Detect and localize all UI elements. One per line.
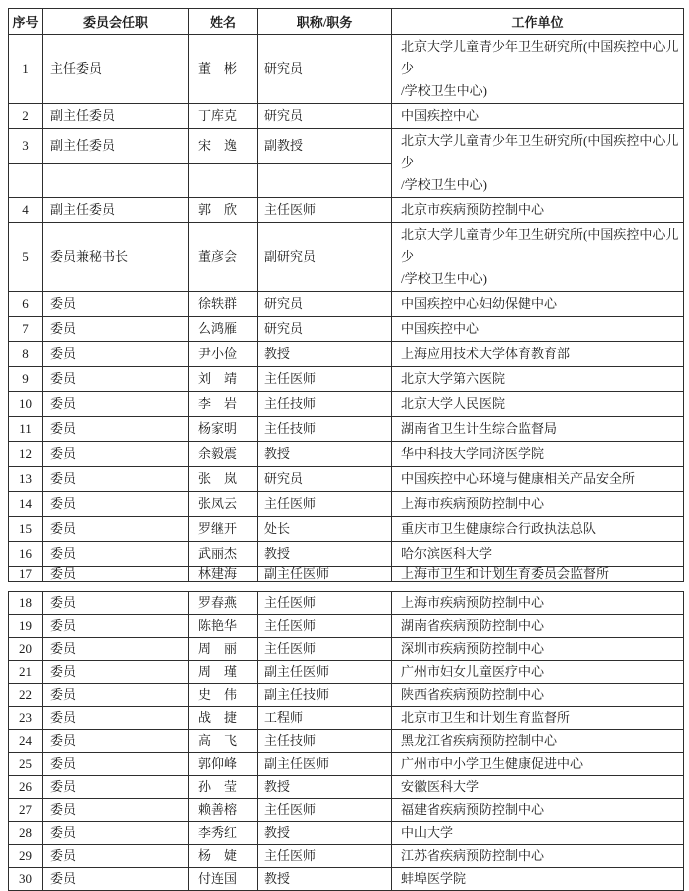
table-row (9, 615, 684, 638)
cell-title: 主任医师 (258, 492, 392, 517)
cell-role: 副主任委员 (43, 104, 189, 129)
cell-num: 6 (9, 292, 43, 317)
cell-title: 教授 (258, 542, 392, 567)
table-body-section-1 (9, 35, 684, 582)
table-row (9, 542, 684, 567)
table-row (9, 730, 684, 753)
cell-num: 1 (9, 35, 43, 104)
cell-num: 27 (9, 799, 43, 822)
cell-empty (9, 163, 43, 198)
cell-title: 主任医师 (258, 615, 392, 638)
cell-name: 丁库克 (189, 104, 258, 129)
table-row (9, 567, 684, 582)
cell-org: 黑龙江省疾病预防控制中心 (392, 730, 684, 753)
committee-table-section-2 (8, 591, 684, 891)
cell-org: 广州市妇女儿童医疗中心 (392, 661, 684, 684)
cell-role: 委员 (43, 684, 189, 707)
cell-title: 研究员 (258, 104, 392, 129)
cell-org (392, 129, 684, 198)
cell-title: 副主任医师 (258, 567, 392, 582)
cell-role: 委员 (43, 592, 189, 615)
cell-num: 14 (9, 492, 43, 517)
table-row (9, 417, 684, 442)
page-break-gap (8, 582, 683, 591)
cell-role: 委员 (43, 392, 189, 417)
cell-name: 罗继开 (189, 517, 258, 542)
cell-role: 委员 (43, 417, 189, 442)
cell-name: 高 飞 (189, 730, 258, 753)
cell-name: 尹小俭 (189, 342, 258, 367)
cell-num: 30 (9, 868, 43, 891)
header-name: 姓名 (189, 9, 258, 35)
cell-org: 中国疾控中心 (392, 104, 684, 129)
cell-num: 21 (9, 661, 43, 684)
cell-role: 委员 (43, 707, 189, 730)
cell-name: 郭 欣 (189, 198, 258, 223)
table-row (9, 845, 684, 868)
cell-title: 主任医师 (258, 799, 392, 822)
cell-role: 委员 (43, 730, 189, 753)
cell-num: 4 (9, 198, 43, 223)
cell-org: 广州市中小学卫生健康促进中心 (392, 753, 684, 776)
cell-org: 哈尔滨医科大学 (392, 542, 684, 567)
table-row (9, 223, 684, 292)
cell-role: 委员 (43, 638, 189, 661)
cell-org (392, 223, 684, 292)
cell-org: 中国疾控中心环境与健康相关产品安全所 (392, 467, 684, 492)
cell-num: 18 (9, 592, 43, 615)
cell-org: 上海市卫生和计划生育委员会监督所 (392, 567, 684, 582)
cell-name: 赖善榕 (189, 799, 258, 822)
cell-org: 江苏省疾病预防控制中心 (392, 845, 684, 868)
cell-org (392, 35, 684, 104)
table-row (9, 467, 684, 492)
cell-title: 副主任技师 (258, 684, 392, 707)
cell-org: 北京市疾病预防控制中心 (392, 198, 684, 223)
cell-num: 22 (9, 684, 43, 707)
cell-org: 湖南省卫生计生综合监督局 (392, 417, 684, 442)
cell-name: 李秀红 (189, 822, 258, 845)
cell-role: 委员 (43, 567, 189, 582)
cell-num: 10 (9, 392, 43, 417)
table-row (9, 707, 684, 730)
cell-title: 主任技师 (258, 392, 392, 417)
cell-title: 主任技师 (258, 730, 392, 753)
cell-title: 副主任医师 (258, 661, 392, 684)
header-role: 委员会任职 (43, 9, 189, 35)
cell-title: 主任医师 (258, 592, 392, 615)
cell-role: 委员 (43, 317, 189, 342)
org-line-1: 北京大学儿童青少年卫生研究所(中国疾控中心儿少 (401, 39, 679, 76)
cell-title: 工程师 (258, 707, 392, 730)
cell-org: 北京大学第六医院 (392, 367, 684, 392)
table-row (9, 342, 684, 367)
table-row (9, 35, 684, 104)
cell-role: 委员 (43, 342, 189, 367)
cell-role: 委员 (43, 776, 189, 799)
cell-org: 深圳市疾病预防控制中心 (392, 638, 684, 661)
cell-org: 中国疾控中心 (392, 317, 684, 342)
cell-role: 委员兼秘书长 (43, 223, 189, 292)
cell-name: 罗春燕 (189, 592, 258, 615)
cell-title: 研究员 (258, 292, 392, 317)
cell-name: 董彦会 (189, 223, 258, 292)
table-row (9, 292, 684, 317)
cell-title: 教授 (258, 822, 392, 845)
cell-name: 杨家明 (189, 417, 258, 442)
cell-num: 16 (9, 542, 43, 567)
table-row (9, 104, 684, 129)
cell-num: 9 (9, 367, 43, 392)
cell-name: 董 彬 (189, 35, 258, 104)
cell-name: 么鸿雁 (189, 317, 258, 342)
cell-num: 12 (9, 442, 43, 467)
cell-title: 研究员 (258, 467, 392, 492)
cell-role: 委员 (43, 822, 189, 845)
cell-name: 张凤云 (189, 492, 258, 517)
cell-role: 副主任委员 (43, 198, 189, 223)
cell-num: 8 (9, 342, 43, 367)
cell-org: 福建省疾病预防控制中心 (392, 799, 684, 822)
committee-table-section-1 (8, 8, 684, 582)
table-row (9, 129, 684, 164)
cell-num: 15 (9, 517, 43, 542)
cell-org: 北京市卫生和计划生育监督所 (392, 707, 684, 730)
cell-role: 委员 (43, 868, 189, 891)
cell-num: 5 (9, 223, 43, 292)
cell-num: 13 (9, 467, 43, 492)
cell-role: 委员 (43, 799, 189, 822)
cell-role: 委员 (43, 442, 189, 467)
cell-num: 25 (9, 753, 43, 776)
table-row (9, 442, 684, 467)
table-row (9, 753, 684, 776)
cell-num: 24 (9, 730, 43, 753)
cell-num: 23 (9, 707, 43, 730)
cell-num: 19 (9, 615, 43, 638)
cell-role: 委员 (43, 517, 189, 542)
cell-num: 17 (9, 567, 43, 582)
cell-org: 北京大学人民医院 (392, 392, 684, 417)
table-row (9, 592, 684, 615)
cell-role: 委员 (43, 542, 189, 567)
cell-role: 委员 (43, 661, 189, 684)
cell-org: 重庆市卫生健康综合行政执法总队 (392, 517, 684, 542)
cell-title: 研究员 (258, 317, 392, 342)
cell-title: 教授 (258, 868, 392, 891)
cell-name: 林建海 (189, 567, 258, 582)
cell-name: 徐轶群 (189, 292, 258, 317)
cell-name: 李 岩 (189, 392, 258, 417)
cell-name: 孙 莹 (189, 776, 258, 799)
cell-title: 教授 (258, 442, 392, 467)
cell-name: 史 伟 (189, 684, 258, 707)
org-line-2: /学校卫生中心) (401, 271, 487, 286)
table-row (9, 799, 684, 822)
cell-name: 刘 靖 (189, 367, 258, 392)
cell-num: 2 (9, 104, 43, 129)
table-row (9, 638, 684, 661)
cell-title: 副教授 (258, 129, 392, 164)
cell-role: 委员 (43, 492, 189, 517)
header-org: 工作单位 (392, 9, 684, 35)
cell-title: 主任医师 (258, 198, 392, 223)
cell-title: 处长 (258, 517, 392, 542)
cell-name: 陈艳华 (189, 615, 258, 638)
cell-empty (258, 163, 392, 198)
cell-role: 委员 (43, 367, 189, 392)
cell-title: 副研究员 (258, 223, 392, 292)
cell-name: 付连国 (189, 868, 258, 891)
cell-name: 郭仰峰 (189, 753, 258, 776)
cell-org: 蚌埠医学院 (392, 868, 684, 891)
cell-role: 主任委员 (43, 35, 189, 104)
cell-role: 副主任委员 (43, 129, 189, 164)
table-row (9, 868, 684, 891)
cell-role: 委员 (43, 467, 189, 492)
table-header (9, 9, 684, 35)
table-row (9, 392, 684, 417)
table-body-section-2 (9, 592, 684, 891)
cell-role: 委员 (43, 292, 189, 317)
cell-title: 副主任医师 (258, 753, 392, 776)
table-row (9, 517, 684, 542)
cell-num: 29 (9, 845, 43, 868)
header-row (9, 9, 684, 35)
cell-title: 教授 (258, 342, 392, 367)
table-row (9, 317, 684, 342)
header-num: 序号 (9, 9, 43, 35)
cell-org: 华中科技大学同济医学院 (392, 442, 684, 467)
table-row (9, 367, 684, 392)
org-line-1: 北京大学儿童青少年卫生研究所(中国疾控中心儿少 (401, 227, 679, 264)
cell-name: 周 丽 (189, 638, 258, 661)
cell-org: 上海应用技术大学体育教育部 (392, 342, 684, 367)
cell-org: 安徽医科大学 (392, 776, 684, 799)
cell-name: 张 岚 (189, 467, 258, 492)
table-row (9, 492, 684, 517)
cell-org: 中国疾控中心妇幼保健中心 (392, 292, 684, 317)
cell-org: 湖南省疾病预防控制中心 (392, 615, 684, 638)
table-row (9, 661, 684, 684)
org-line-2: /学校卫生中心) (401, 177, 487, 192)
cell-num: 3 (9, 129, 43, 164)
table-row (9, 684, 684, 707)
org-line-2: /学校卫生中心) (401, 83, 487, 98)
cell-name: 宋 逸 (189, 129, 258, 164)
cell-num: 20 (9, 638, 43, 661)
table-row (9, 822, 684, 845)
cell-name: 武丽杰 (189, 542, 258, 567)
cell-num: 26 (9, 776, 43, 799)
cell-title: 主任医师 (258, 367, 392, 392)
cell-title: 主任医师 (258, 638, 392, 661)
cell-num: 28 (9, 822, 43, 845)
org-line-1: 北京大学儿童青少年卫生研究所(中国疾控中心儿少 (401, 133, 679, 170)
cell-role: 委员 (43, 845, 189, 868)
cell-num: 7 (9, 317, 43, 342)
cell-empty (189, 163, 258, 198)
cell-name: 周 瑾 (189, 661, 258, 684)
cell-name: 杨 婕 (189, 845, 258, 868)
cell-title: 教授 (258, 776, 392, 799)
cell-title: 研究员 (258, 35, 392, 104)
cell-org: 陕西省疾病预防控制中心 (392, 684, 684, 707)
cell-role: 委员 (43, 615, 189, 638)
cell-title: 主任技师 (258, 417, 392, 442)
cell-org: 上海市疾病预防控制中心 (392, 592, 684, 615)
table-row (9, 776, 684, 799)
cell-title: 主任医师 (258, 845, 392, 868)
cell-role: 委员 (43, 753, 189, 776)
cell-name: 余毅震 (189, 442, 258, 467)
cell-empty (43, 163, 189, 198)
header-title: 职称/职务 (258, 9, 392, 35)
cell-name: 战 捷 (189, 707, 258, 730)
cell-org: 中山大学 (392, 822, 684, 845)
table-row (9, 198, 684, 223)
cell-org: 上海市疾病预防控制中心 (392, 492, 684, 517)
cell-num: 11 (9, 417, 43, 442)
